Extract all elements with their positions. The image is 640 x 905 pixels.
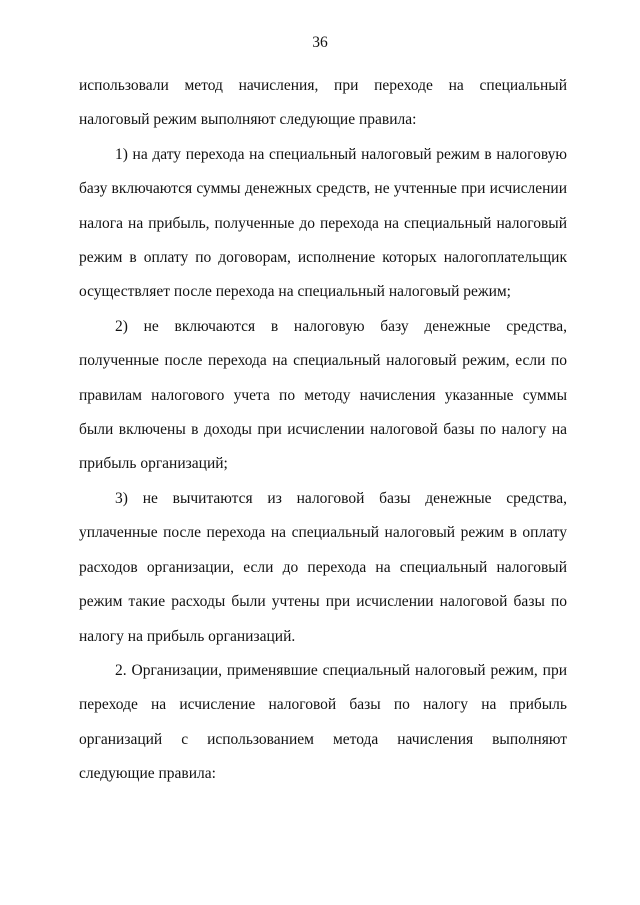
paragraph-item-1: 1) на дату перехода на специальный налоговый режим в налоговую базу включаются суммы денежных средств, не учтенные при исчислении налога на прибыль, полученные до перехода на специальный налоговый режим в оплату по договорам, исполнение которых налогоплательщик осуществляет после перехода на специальный налоговый режим; — [79, 145, 567, 301]
paragraph-continuation: использовали метод начисления, при переходе на специальный налоговый режим выполняют следующие правила: — [79, 77, 567, 129]
document-body — [79, 69, 567, 792]
paragraph-item-3: 3) не вычитаются из налоговой базы денежные средства, уплаченные после перехода на специальный налоговый режим в оплату расходов организации, если до перехода на специальный налоговый режим такие расходы были учтены при исчислении налоговой базы по налогу на прибыль организаций. — [79, 489, 567, 645]
paragraph-section-2: 2. Организации, применявшие специальный налоговый режим, при переходе на исчисление налоговой базы по налогу на прибыль организаций с использованием метода начисления выполняют следующие правила: — [79, 661, 567, 783]
paragraph-item-2: 2) не включаются в налоговую базу денежные средства, полученные после перехода на специальный налоговый режим, если по правилам налогового учета по методу начисления указанные суммы были включены в доходы при исчислении налоговой базы по налогу на прибыль организаций; — [79, 317, 567, 473]
page-number: 36 — [312, 34, 328, 51]
